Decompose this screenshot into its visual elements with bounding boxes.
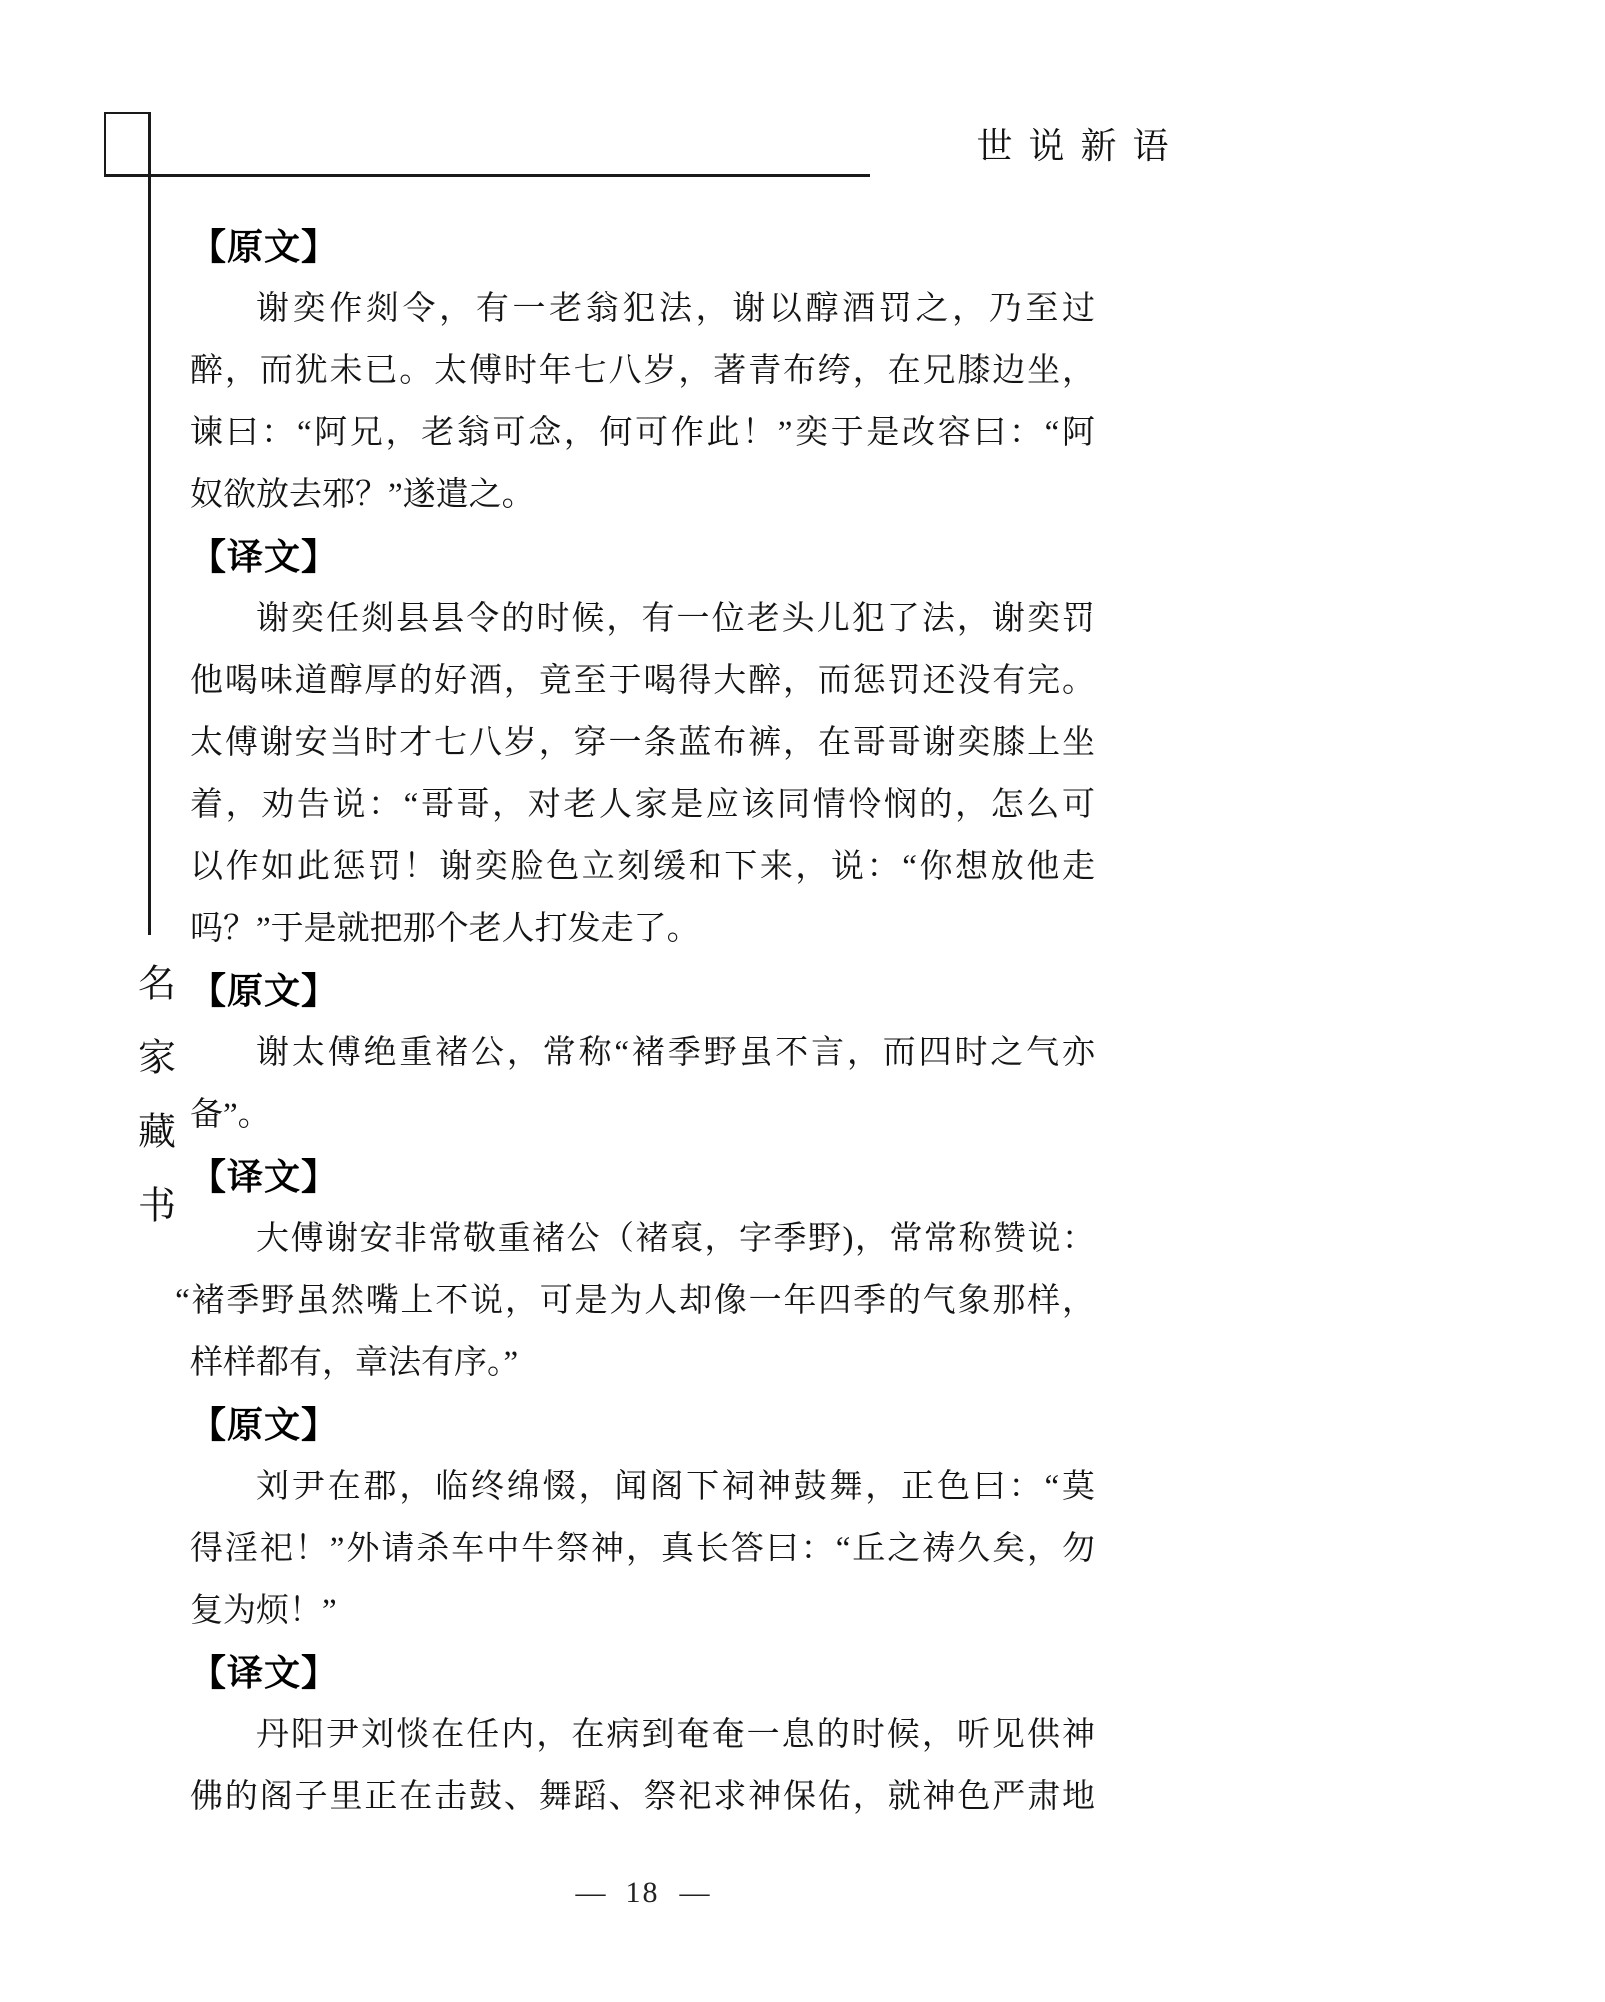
section-paragraph (190, 1704, 1095, 1828)
section-heading: 【译文】 (190, 1157, 339, 1197)
text-line: 谢太傅绝重褚公，常称“褚季野虽不言，而四时之气亦 (256, 1035, 1095, 1071)
text-line: 复为烦！” (190, 1593, 337, 1629)
sidebar-collection-label: 名家藏书 (131, 963, 174, 1259)
footer-dash-right: — (679, 1876, 710, 1909)
section-paragraph (190, 278, 1095, 526)
text-line: 他喝味道醇厚的好酒，竟至于喝得大醉，而惩罚还没有完。 (190, 663, 1095, 699)
text-section (175, 1146, 1095, 1394)
text-section (190, 960, 1095, 1146)
text-line: 奴欲放去邪？”遂遣之。 (190, 477, 535, 513)
section-paragraph (190, 1022, 1095, 1146)
text-line: 着，劝告说：“哥哥，对老人家是应该同情怜悯的，怎么可 (190, 787, 1095, 823)
text-line: 太傅谢安当时才七八岁，穿一条蓝布裤，在哥哥谢奕膝上坐 (190, 725, 1095, 761)
text-line: 备”。 (190, 1097, 271, 1133)
content-area (175, 216, 1095, 1910)
text-section (190, 526, 1095, 960)
text-line: 丹阳尹刘惔在任内，在病到奄奄一息的时候，听见供神 (256, 1717, 1095, 1753)
section-heading: 【译文】 (190, 537, 339, 577)
vertical-rule (148, 112, 151, 935)
text-line: 以作如此惩罚！谢奕脸色立刻缓和下来，说：“你想放他走 (190, 849, 1095, 885)
section-heading: 【原文】 (190, 1405, 339, 1445)
footer-dash-left: — (575, 1876, 606, 1909)
text-line: 大傅谢安非常敬重褚公（褚裒，字季野)，常常称赞说： (256, 1221, 1095, 1257)
text-section (190, 216, 1095, 526)
text-line: 谢奕作剡令，有一老翁犯法，谢以醇酒罚之，乃至过 (256, 291, 1095, 327)
text-line: 谢奕任剡县县令的时候，有一位老头儿犯了法，谢奕罚 (256, 601, 1095, 637)
section-heading: 【原文】 (190, 971, 339, 1011)
section-paragraph (175, 1208, 1095, 1394)
text-section (190, 1394, 1095, 1642)
text-line: 吗？”于是就把那个老人打发走了。 (190, 911, 700, 947)
page-header (900, 112, 1245, 175)
sections-container (175, 216, 1095, 1828)
corner-box-decoration (104, 112, 150, 176)
sidebar-collection-strip (127, 935, 179, 1265)
text-line: 佛的阁子里正在击鼓、舞蹈、祭祀求神保佑，就神色严肃地 (190, 1779, 1095, 1815)
section-paragraph (190, 588, 1095, 960)
text-line: 谏曰：“阿兄，老翁可念，何可作此！”奕于是改容曰：“阿 (190, 415, 1095, 451)
text-line: 刘尹在郡，临终绵惙，闻阁下祠神鼓舞，正色曰：“莫 (256, 1469, 1095, 1505)
horizontal-rule (104, 174, 870, 177)
section-paragraph (190, 1456, 1095, 1642)
section-heading: 【译文】 (190, 1653, 339, 1693)
text-line: 样样都有，章法有序。” (190, 1345, 519, 1381)
section-heading: 【原文】 (190, 227, 339, 267)
text-line: “褚季野虽然嘴上不说，可是为人却像一年四季的气象那样， (175, 1283, 1095, 1319)
page-number: 18 (625, 1876, 660, 1909)
text-line: 得淫祀！”外请杀车中牛祭神，真长答曰：“丘之祷久矣，勿 (190, 1531, 1095, 1567)
text-section (190, 1642, 1095, 1828)
book-title: 世说新语 (976, 126, 1185, 166)
text-line: 醉，而犹未已。太傅时年七八岁，著青布绔，在兄膝边坐， (190, 353, 1095, 389)
page-footer (190, 1876, 1095, 1910)
